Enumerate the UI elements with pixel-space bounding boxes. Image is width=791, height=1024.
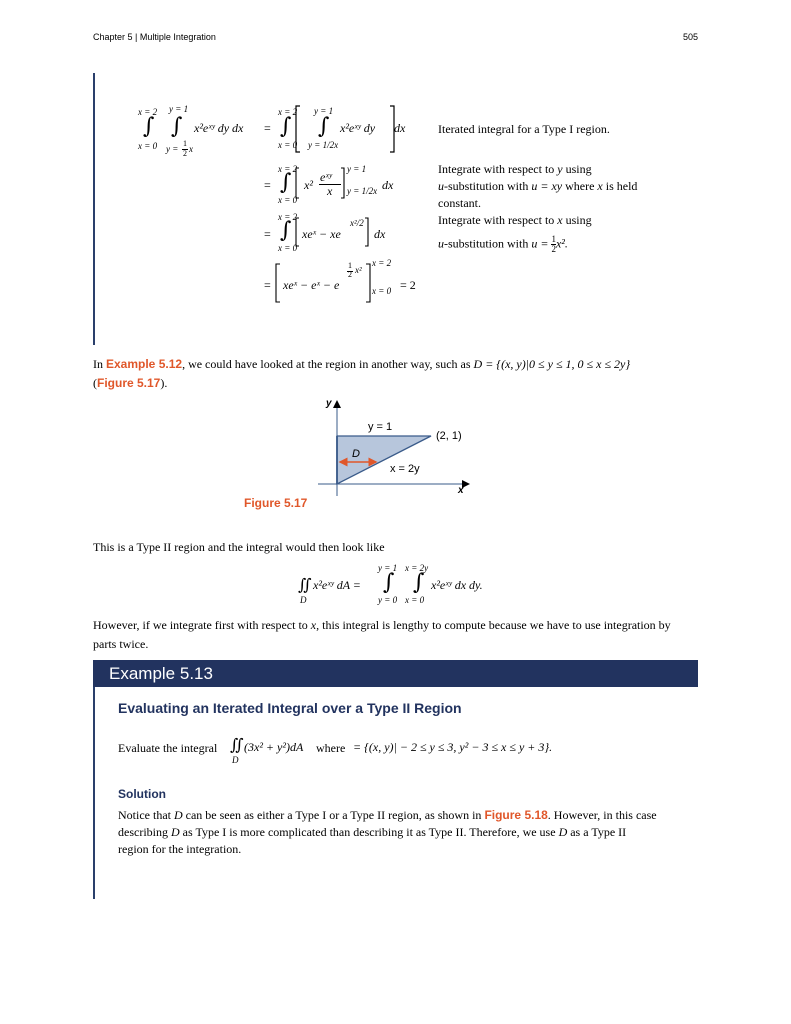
limit: x = 0 xyxy=(278,195,298,205)
region-d xyxy=(337,436,431,484)
label-point: (2, 1) xyxy=(436,430,462,442)
note-3a: Integrate with respect to x using xyxy=(438,213,592,227)
limit: x = 2 xyxy=(278,107,298,117)
dx: dx xyxy=(382,178,394,192)
solution-line-3: region for the integration. xyxy=(118,842,242,856)
limit: x = 2y xyxy=(405,563,429,573)
paragraph-3: However, if we integrate first with respect to x, this integral is lengthy to compute because we have to use integration by xyxy=(93,618,671,632)
limit: y = 1 xyxy=(169,104,189,114)
double-integral: ∬ xyxy=(298,575,312,594)
exponent-var: x² xyxy=(355,265,362,275)
frac-den: 2 xyxy=(348,270,352,279)
frac-den: x xyxy=(327,184,333,198)
dx: dx xyxy=(374,227,386,241)
label-region: D xyxy=(352,448,360,460)
label-y-equals-1: y = 1 xyxy=(368,421,393,433)
note-2a: Integrate with respect to y using xyxy=(438,162,592,176)
limit: x = 2 xyxy=(138,107,158,117)
note-3b: u-substitution with u = $\frac{1}{2}$ x². xyxy=(438,234,568,254)
solution-line-1: Notice that D can be seen as either a Type I or a Type II region, as shown in Figure 5.18. However, in this case xyxy=(118,808,657,822)
example-left-border-2 xyxy=(93,687,95,899)
frac-den: 2 xyxy=(183,149,187,158)
double-integral: ∬ xyxy=(230,735,244,754)
equals: = xyxy=(264,227,271,241)
limit: x = 2 xyxy=(278,212,298,222)
integral-sign: ∫ xyxy=(413,570,425,595)
integral-sign: ∫ xyxy=(280,114,292,139)
limit: x = 0 xyxy=(138,141,158,151)
chapter-header: Chapter 5 | Multiple Integration xyxy=(93,32,216,42)
region-sub: D xyxy=(300,595,307,605)
equals: = xyxy=(264,278,271,292)
paragraph-3-line2: parts twice. xyxy=(93,637,149,651)
note-2c: constant. xyxy=(438,196,481,210)
limit: x = 0 xyxy=(372,286,392,296)
note-1: Iterated integral for a Type I region. xyxy=(438,122,610,136)
integral-sign: ∫ xyxy=(318,114,330,139)
result: = 2 xyxy=(400,278,416,292)
figure-5-17-link[interactable]: Figure 5.17 xyxy=(97,376,161,390)
integral-sign: ∫ xyxy=(280,170,292,195)
dx: dx xyxy=(394,121,406,135)
limit: y = 1 xyxy=(378,563,398,573)
integrand: (3x² + y²)dA xyxy=(244,740,304,754)
lhs: x²eˣʸ dA = xyxy=(313,578,361,592)
exponent: x²/2 xyxy=(350,218,364,228)
solution-line-2: describing D as Type I is more complicated than describing it as Type II. Therefore, we use D as a Type II xyxy=(118,825,627,839)
body: x² xyxy=(304,178,313,192)
equals: = xyxy=(264,121,271,135)
limit: y = xyxy=(166,144,179,154)
integrand: x²eˣʸ dy xyxy=(340,121,376,135)
paragraph-2: This is a Type II region and the integral would then look like xyxy=(93,540,385,554)
body: xeˣ − eˣ − e xyxy=(283,278,340,292)
frac-num: eˣʸ xyxy=(320,170,332,184)
frac-num: 1 xyxy=(183,139,187,148)
equals: = xyxy=(264,178,271,192)
example-left-border xyxy=(93,73,95,345)
body: xeˣ − xe xyxy=(302,227,341,241)
integral-sign: ∫ xyxy=(280,218,292,243)
example-5-12-link[interactable]: Example 5.12 xyxy=(106,357,183,371)
label-slant: x = 2y xyxy=(390,463,420,475)
region-set: = {(x, y)| − 2 ≤ y ≤ 3, y² − 3 ≤ x ≤ y + 3}. xyxy=(353,740,553,754)
limit: x = 0 xyxy=(278,243,298,253)
limit: y = 1/2x xyxy=(347,186,378,196)
limit: y = 0 xyxy=(378,595,398,605)
example-label: Example 5.13 xyxy=(109,664,213,683)
figure-5-18-link[interactable]: Figure 5.18 xyxy=(484,808,548,822)
integrand: x²eˣʸ dy dx xyxy=(194,121,244,135)
paragraph-1: In Example 5.12, we could have looked at the region in another way, such as D = {(x, y)|0 ≤ y ≤ 1, 0 ≤ x ≤ 2y} xyxy=(93,357,631,371)
frac-var: x xyxy=(189,144,193,154)
example-header-bar xyxy=(93,660,698,687)
limit: y = 1 xyxy=(347,164,367,174)
limit: x = 0 xyxy=(278,140,298,150)
limit: y = 1/2x xyxy=(308,140,339,150)
solution-heading: Solution xyxy=(118,787,166,801)
page-number: 505 xyxy=(683,32,699,42)
y-axis-label: y xyxy=(326,398,332,409)
integral-sign: ∫ xyxy=(383,570,395,595)
integral-sign: ∫ xyxy=(171,114,183,139)
figure-caption: Figure 5.17 xyxy=(244,496,308,510)
limit: x = 0 xyxy=(405,595,425,605)
limit: y = 1 xyxy=(314,106,334,116)
evaluate-prefix: Evaluate the integral xyxy=(118,741,218,755)
limit: x = 2 xyxy=(278,164,298,174)
where-word: where xyxy=(316,741,346,755)
note-2b: u-substitution with u = xy where x is held xyxy=(438,179,638,193)
integral-sign: ∫ xyxy=(143,114,155,139)
limit: x = 2 xyxy=(372,258,392,268)
rhs: x²eˣʸ dx dy. xyxy=(431,578,483,592)
figure-5-17 xyxy=(318,396,478,500)
frac-num: 1 xyxy=(348,261,352,270)
region-sub: D xyxy=(232,755,239,765)
paragraph-1-line2: (Figure 5.17). xyxy=(93,376,168,390)
example-title: Evaluating an Iterated Integral over a Type II Region xyxy=(118,700,462,716)
x-axis-label: x xyxy=(458,485,464,496)
